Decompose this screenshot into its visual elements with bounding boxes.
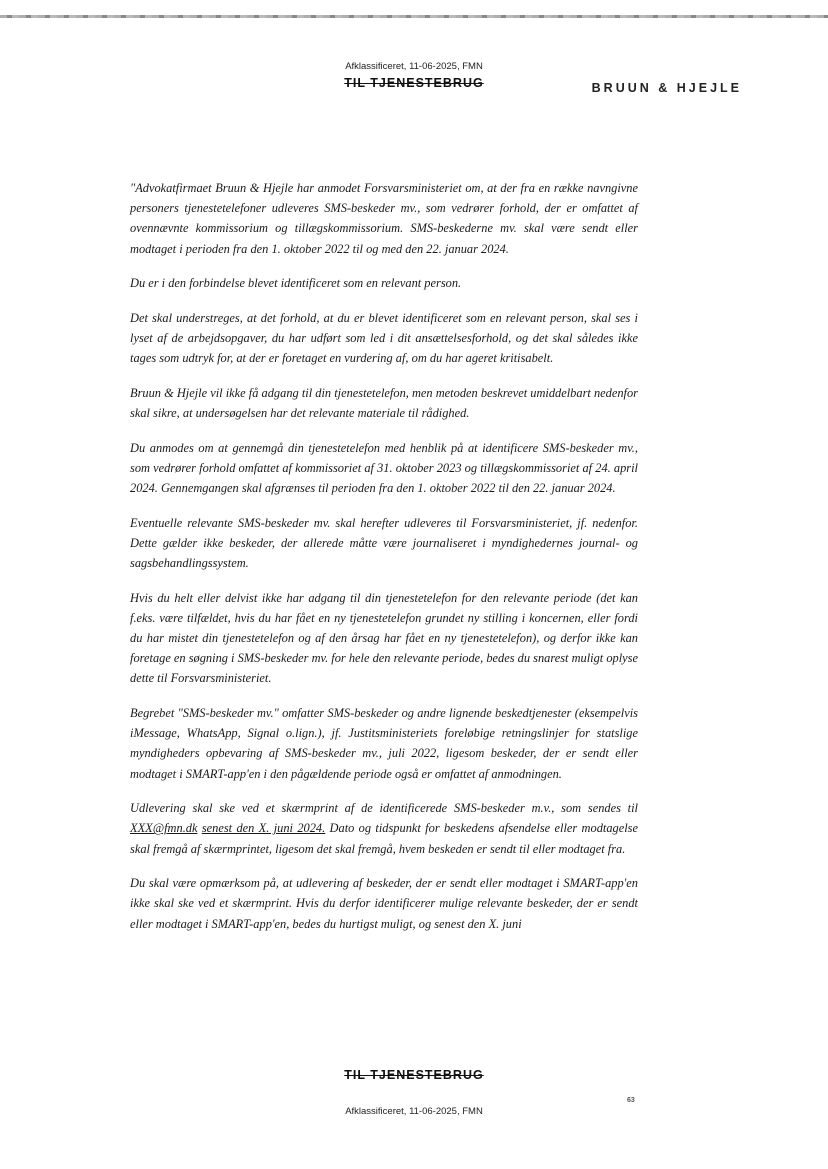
deadline-date: senest den X. juni 2024. — [201, 821, 326, 836]
paragraph-9-rest: Dato og tidspunkt for beskedens afsendelse eller modtagelse skal fremgå af skærmprintet, ligesom det skal fremgå, hvem beskeden er sendt til eller modtaget fra. — [130, 821, 638, 856]
firm-logo: BRUUN & HJEJLE — [591, 81, 742, 95]
classification-marking-bottom: TIL TJENESTEBRUG — [344, 1068, 484, 1082]
page-number: 63 — [627, 1097, 635, 1104]
letter-body — [130, 178, 638, 948]
paragraph-9 — [130, 798, 638, 859]
paragraph-3: Det skal understreges, at det forhold, at du er blevet identificeret som en relevant person, skal ses i lyset af de arbejdsopgaver, du har udført som led i dit ansættelsesforhold, og det skal således ikke tages som udtryk for, at der er foretaget en vurdering af, om du har ageret kritisabelt. — [130, 310, 638, 366]
paragraph-7: Hvis du helt eller delvist ikke har adgang til din tjenestetelefon for den relevante periode (det kan f.eks. være tilfældet, hvis du har fået en ny tjenestetelefon grundet ny stilling i koncernen, eller fordi du har mistet din tjenestetelefon og af den årsag har fået en ny tjenestetelefon), og derfor ikke kan foretage en søgning i SMS-beskeder mv. for hele den relevante periode, bedes du snarest muligt oplyse dette til Forsvarsministeriet. — [130, 590, 639, 686]
paragraph-4: Bruun & Hjejle vil ikke få adgang til din tjenestetelefon, men metoden beskrevet umiddelbart nedenfor skal sikre, at undersøgelsen har det relevante materiale til rådighed. — [130, 385, 638, 420]
classification-marking-top: TIL TJENESTEBRUG — [344, 76, 484, 90]
paragraph-5: Du anmodes om at gennemgå din tjenestetelefon med henblik på at identificere SMS-beskeder mv., som vedrører forhold omfattet af kommissoriet af 31. oktober 2023 og tillægskommissoriet af 24. april 2024. Gennemgangen skal afgrænses til perioden fra den 1. oktober 2022 til den 22. januar 2024. — [130, 440, 638, 495]
paragraph-6: Eventuelle relevante SMS-beskeder mv. skal herefter udleveres til Forsvarsministeriet, jf. nedenfor. Dette gælder ikke beskeder, der allerede måtte være journaliseret i myndighedernes journal- og sagsbehandlingssystem. — [130, 515, 638, 570]
declassification-stamp-top: Afklassificeret, 11-06-2025, FMN — [345, 61, 483, 72]
declassification-stamp-bottom: Afklassificeret, 11-06-2025, FMN — [345, 1106, 483, 1117]
paragraph-10: Du skal være opmærksom på, at udlevering af beskeder, der er sendt eller modtaget i SMART-app'en ikke skal ske ved et skærmprint. Hvis du derfor identificerer mulige relevante beskeder, der er sendt eller modtaget i SMART-app'en, bedes du hurtigst muligt, og senest den X. juni — [130, 876, 638, 931]
paragraph-9-text: Udlevering skal ske ved et skærmprint af de identificerede SMS-beskeder m.v., som sendes til — [130, 801, 638, 816]
email-address: XXX@fmn.dk — [130, 821, 198, 836]
paragraph-8: Begrebet "SMS-beskeder mv." omfatter SMS-beskeder og andre lignende beskedtjenester (eksempelvis iMessage, WhatsApp, Signal o.lign.), jf. Justitsministeriets foreløbige retningslinjer for statslige myndigheders opbevaring af SMS-beskeder mv., juli 2022, ligesom beskeder, der er sendt eller modtaget i SMART-app'en i den pågældende periode også er omfattet af anmodningen. — [130, 706, 638, 781]
paragraph-1: "Advokatfirmaet Bruun & Hjejle har anmodet Forsvarsministeriet om, at der fra en række navngivne personers tjenestetelefoner udleveres SMS-beskeder mv., som vedrører forhold, der er omfattet af ovennævnte kommissorium og tillægskommissorium. SMS-beskederne mv. skal være sendt eller modtaget i perioden fra den 1. oktober 2022 til og med den 22. januar 2024. — [130, 181, 638, 256]
paragraph-2: Du er i den forbindelse blevet identificeret som en relevant person. — [130, 276, 462, 291]
scan-edge-rule — [0, 15, 828, 18]
